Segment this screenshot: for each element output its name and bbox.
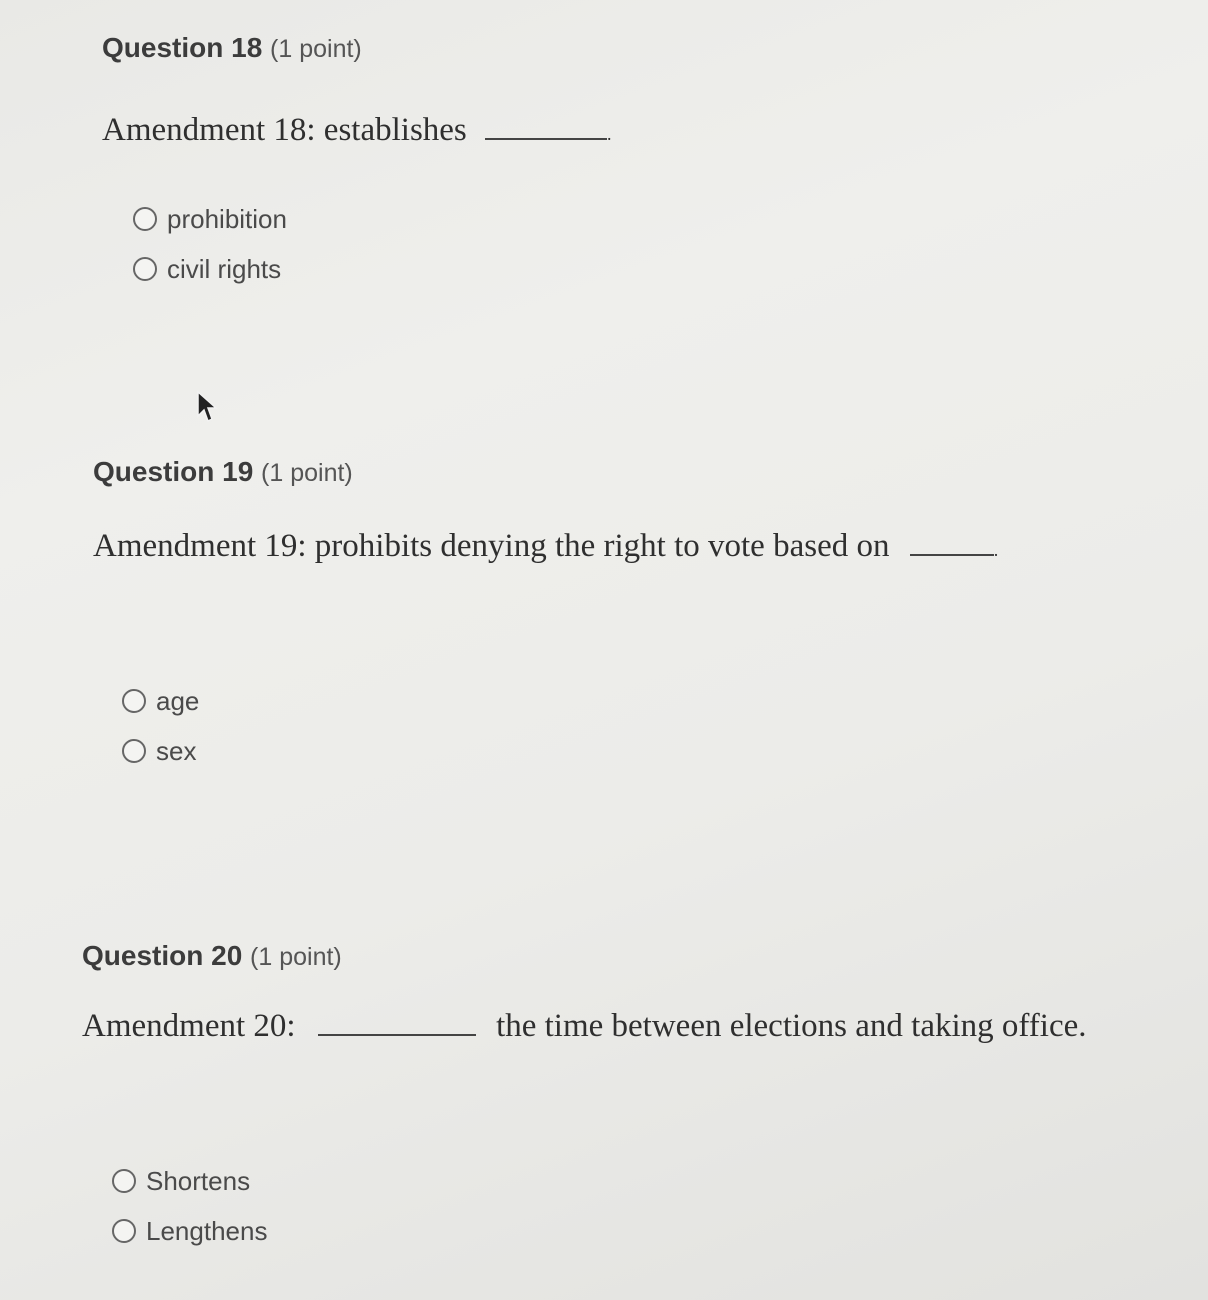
question-number: Question 18: [102, 32, 263, 63]
answer-blank: [910, 554, 994, 556]
question-prompt: [93, 528, 998, 565]
question-number: Question 19: [93, 456, 254, 487]
prompt-text-before: Amendment 19: prohibits denying the right to vote based on: [93, 528, 890, 564]
prompt-text-before: Amendment 20:: [82, 1008, 296, 1044]
question-19: [93, 456, 353, 488]
radio-button[interactable]: [122, 739, 146, 763]
option-sex[interactable]: [122, 726, 199, 776]
question-header: [102, 32, 362, 64]
answer-options: [122, 676, 199, 776]
option-shortens[interactable]: [112, 1156, 267, 1206]
question-points: (1 point): [250, 943, 342, 971]
option-label: sex: [156, 735, 197, 766]
radio-button[interactable]: [133, 257, 157, 281]
option-lengthens[interactable]: [112, 1206, 267, 1256]
question-points: (1 point): [261, 459, 353, 487]
question-18: [102, 32, 362, 64]
question-prompt: [102, 112, 612, 149]
question-20: [82, 940, 342, 972]
question-prompt: [82, 1008, 1087, 1045]
answer-blank: [485, 138, 607, 140]
option-label: prohibition: [167, 203, 287, 234]
radio-button[interactable]: [112, 1219, 136, 1243]
radio-button[interactable]: [133, 207, 157, 231]
option-civil-rights[interactable]: [133, 244, 287, 294]
option-label: civil rights: [167, 253, 282, 284]
prompt-text-after: the time between elections and taking office.: [496, 1008, 1087, 1044]
prompt-text-after: .: [993, 540, 999, 560]
option-label: Lengthens: [146, 1215, 268, 1246]
answer-options: [112, 1156, 267, 1256]
radio-button[interactable]: [122, 689, 146, 713]
answer-blank: [318, 1034, 476, 1036]
prompt-text-before: Amendment 18: establishes: [102, 112, 467, 148]
question-points: (1 point): [270, 35, 362, 63]
prompt-text-after: .: [607, 124, 612, 144]
answer-options: [133, 194, 287, 294]
radio-button[interactable]: [112, 1169, 136, 1193]
question-header: [93, 456, 353, 488]
option-label: age: [156, 685, 200, 716]
question-number: Question 20: [82, 940, 243, 971]
option-label: Shortens: [146, 1165, 251, 1196]
question-header: [82, 940, 342, 972]
option-age[interactable]: [122, 676, 199, 726]
option-prohibition[interactable]: [133, 194, 287, 244]
mouse-pointer-icon: [196, 390, 220, 424]
